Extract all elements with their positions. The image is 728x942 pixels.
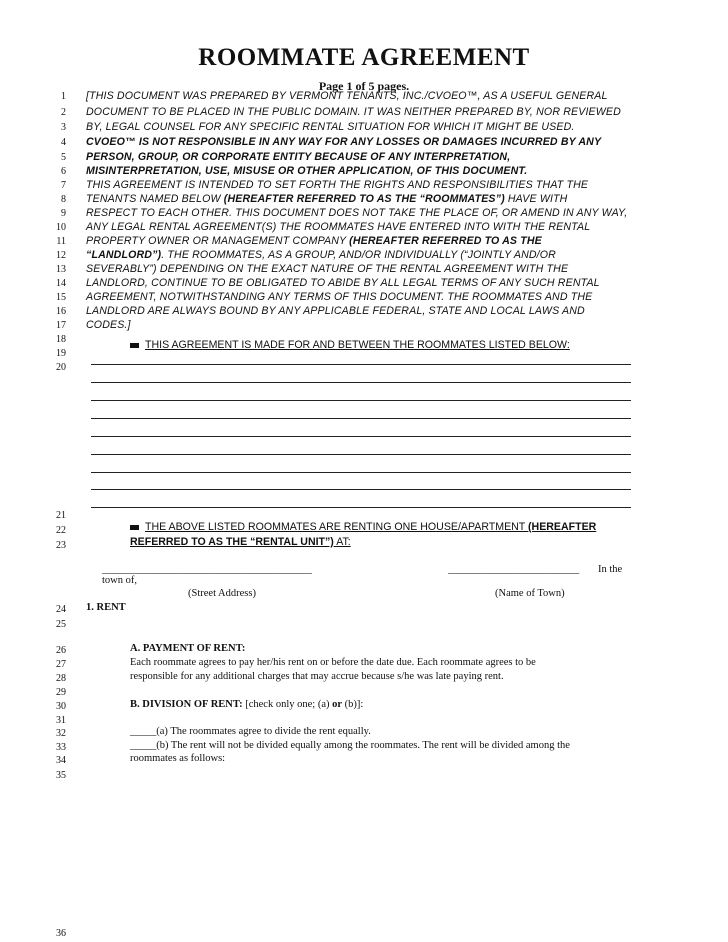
document-title: ROOMMATE AGREEMENT xyxy=(198,44,530,71)
line-number: 5 xyxy=(61,152,66,163)
payment-text: responsible for any additional charges that may accrue because s/he was late paying rent. xyxy=(130,671,504,682)
in-the-text: In the xyxy=(598,564,623,575)
line-number: 13 xyxy=(56,264,66,275)
line-text: HAVE WITH xyxy=(504,193,568,205)
line-number: 26 xyxy=(56,645,66,656)
line-text-bold: “LANDLORD”) xyxy=(86,249,162,261)
disclaimer-line: SEVERABLY”) DEPENDING ON THE EXACT NATURE OF THE RENTAL AGREEMENT WITH THE xyxy=(86,263,569,275)
town-name-field[interactable]: _________________________ xyxy=(448,564,580,575)
payment-of-rent-heading: A. PAYMENT OF RENT: xyxy=(130,643,246,654)
line-text: . THE ROOMMATES, AS A GROUP, AND/OR INDIVIDUALLY (“JOINTLY AND/OR xyxy=(161,249,556,261)
line-text: TENANTS NAMED BELOW xyxy=(86,193,224,205)
disclaimer-line xyxy=(86,249,636,261)
disclaimer-line: ANY LEGAL RENTAL AGREEMENT(S) THE ROOMMATES HAVE ENTERED INTO WITH THE RENTAL xyxy=(86,221,591,233)
line-number: 24 xyxy=(56,604,66,615)
line-number: 35 xyxy=(56,770,66,781)
line-number: 19 xyxy=(56,348,66,359)
division-option-a[interactable]: _____(a) The roommates agree to divide the rent equally. xyxy=(130,726,371,737)
roommate-name-line[interactable] xyxy=(91,400,631,401)
roommate-name-line[interactable] xyxy=(91,418,631,419)
line-number: 21 xyxy=(56,510,66,521)
line-number: 27 xyxy=(56,659,66,670)
line-text-bold: (HEREAFTER REFERRED TO AS THE xyxy=(349,235,542,247)
bullet-icon xyxy=(130,525,139,530)
disclaimer-line: CVOEO™ IS NOT RESPONSIBLE IN ANY WAY FOR ANY LOSSES OR DAMAGES INCURRED BY ANY xyxy=(86,136,602,148)
line-number: 11 xyxy=(56,236,66,247)
line-number: 15 xyxy=(56,292,66,303)
line-number: 20 xyxy=(56,362,66,373)
rent-heading: 1. RENT xyxy=(86,602,126,613)
disclaimer-line: [THIS DOCUMENT WAS PREPARED BY VERMONT TENANTS, INC./CVOEO™, AS A USEFUL GENERAL xyxy=(86,90,608,102)
line-number: 32 xyxy=(56,728,66,739)
rental-unit-header-text: AT: xyxy=(333,536,351,548)
rental-unit-header xyxy=(130,521,596,533)
street-address-label: (Street Address) xyxy=(188,588,256,599)
line-number: 1 xyxy=(61,91,66,102)
roommate-name-line[interactable] xyxy=(91,472,631,473)
division-of-rent-line xyxy=(130,699,363,710)
line-number: 30 xyxy=(56,701,66,712)
roommate-name-line[interactable] xyxy=(91,507,631,508)
division-option-b-cont: roommates as follows: xyxy=(130,753,226,764)
division-of-rent-heading: B. DIVISION OF RENT: xyxy=(130,699,243,710)
roommates-section-header xyxy=(130,339,570,351)
payment-text: Each roommate agrees to pay her/his rent on or before the date due. Each roommate agrees to be xyxy=(130,657,536,668)
line-text: PROPERTY OWNER OR MANAGEMENT COMPANY xyxy=(86,235,350,247)
rental-unit-header-bold: (HEREAFTER xyxy=(528,521,597,533)
street-address-field[interactable]: ________________________________________ xyxy=(102,564,312,575)
line-number: 33 xyxy=(56,742,66,753)
line-number: 28 xyxy=(56,673,66,684)
bullet-icon xyxy=(130,343,139,348)
disclaimer-line: DOCUMENT TO BE PLACED IN THE PUBLIC DOMAIN. IT WAS NEITHER PREPARED BY, NOR REVIEWED xyxy=(86,106,621,118)
division-option-b[interactable]: _____(b) The rent will not be divided equally among the roommates. The rent will be divided among the xyxy=(130,740,570,751)
line-number: 34 xyxy=(56,755,66,766)
division-note: [check only one; (a) xyxy=(242,699,333,710)
disclaimer-line xyxy=(86,235,636,247)
roommate-name-line[interactable] xyxy=(91,382,631,383)
line-number: 36 xyxy=(56,928,66,939)
town-name-label: (Name of Town) xyxy=(495,588,565,599)
line-number: 8 xyxy=(61,194,66,205)
rental-unit-header-bold: REFERRED TO AS THE “RENTAL UNIT”) xyxy=(130,536,334,548)
roommate-name-line[interactable] xyxy=(91,489,631,490)
roommate-name-line[interactable] xyxy=(91,454,631,455)
disclaimer-line: PERSON, GROUP, OR CORPORATE ENTITY BECAUSE OF ANY INTERPRETATION, xyxy=(86,151,511,163)
line-number: 31 xyxy=(56,715,66,726)
roommate-name-line[interactable] xyxy=(91,436,631,437)
division-note: (b)]: xyxy=(342,699,364,710)
page-indicator: Page 1 of 5 pages. xyxy=(318,79,410,93)
line-number: 22 xyxy=(56,525,66,536)
roommate-name-line[interactable] xyxy=(91,364,631,365)
line-number: 25 xyxy=(56,619,66,630)
line-number: 17 xyxy=(56,320,66,331)
line-text-bold: (HEREAFTER REFERRED TO AS THE “ROOMMATES”) xyxy=(223,193,505,205)
line-number: 4 xyxy=(61,137,66,148)
line-number: 23 xyxy=(56,540,66,551)
line-number: 10 xyxy=(56,222,66,233)
disclaimer-line: MISINTERPRETATION, USE, MISUSE OR OTHER APPLICATION, OF THIS DOCUMENT. xyxy=(86,165,528,177)
line-number: 9 xyxy=(61,208,66,219)
disclaimer-line: CODES.] xyxy=(86,319,131,331)
line-number: 12 xyxy=(56,250,66,261)
rental-unit-header-text: THE ABOVE LISTED ROOMMATES ARE RENTING ONE HOUSE/APARTMENT xyxy=(145,521,529,533)
line-number: 3 xyxy=(61,122,66,133)
disclaimer-line: AGREEMENT, NOTWITHSTANDING ANY TERMS OF THIS DOCUMENT. THE ROOMMATES AND THE xyxy=(86,291,593,303)
line-number: 2 xyxy=(61,107,66,118)
line-number: 14 xyxy=(56,278,66,289)
line-number: 7 xyxy=(61,180,66,191)
line-number: 16 xyxy=(56,306,66,317)
rental-unit-header-cont xyxy=(130,536,351,548)
disclaimer-line: LANDLORD ARE ALWAYS BOUND BY ANY APPLICABLE FEDERAL, STATE AND LOCAL LAWS AND xyxy=(86,305,585,317)
disclaimer-line: THIS AGREEMENT IS INTENDED TO SET FORTH THE RIGHTS AND RESPONSIBILITIES THAT THE xyxy=(86,179,589,191)
roommates-header-text: THIS AGREEMENT IS MADE FOR AND BETWEEN THE ROOMMATES LISTED BELOW: xyxy=(145,339,570,351)
line-number: 18 xyxy=(56,334,66,345)
town-of-text: town of, xyxy=(102,575,137,586)
disclaimer-line: BY, LEGAL COUNSEL FOR ANY SPECIFIC RENTAL SITUATION FOR WHICH IT MIGHT BE USED. xyxy=(86,121,575,133)
division-note-or: or xyxy=(332,699,343,710)
line-number: 6 xyxy=(61,166,66,177)
line-number: 29 xyxy=(56,687,66,698)
disclaimer-line: RESPECT TO EACH OTHER. THIS DOCUMENT DOES NOT TAKE THE PLACE OF, OR AMEND IN ANY WAY, xyxy=(86,207,628,219)
disclaimer-line: LANDLORD, CONTINUE TO BE OBLIGATED TO ABIDE BY ALL LEGAL TERMS OF ANY SUCH RENTAL xyxy=(86,277,600,289)
disclaimer-line xyxy=(86,193,636,205)
